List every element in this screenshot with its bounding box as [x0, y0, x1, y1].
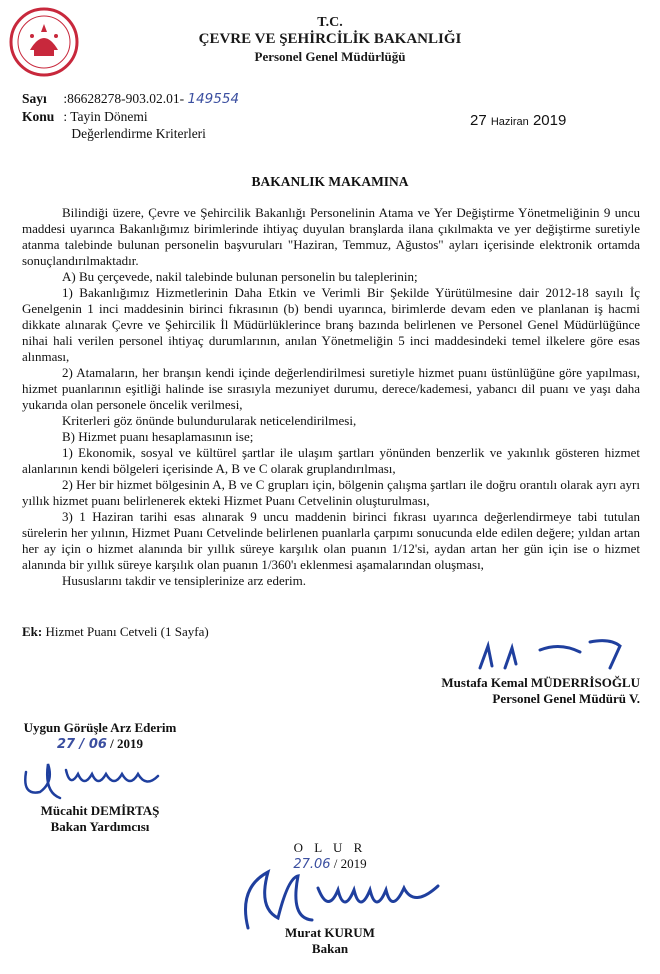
sayi-row — [22, 90, 239, 108]
body-paragraph: 3) 1 Haziran tarihi esas alınarak 9 uncu maddenin birinci fıkrası uyarınca değerlendirmeye tabi tutulan sürelerin her yılının, Hizmet Puanı Cetvelinde belirlenen puanlarla çarpımı sonucunda elde edilen değere; yıldan artan her ay için o hizmet alanında bir yıllık süreye karşılık olan puanın 1/12'si, aydan artan her gün için ise o hizmet alanında bir yıllık süreye karşılık olan puanın 1/360'ı eklenmesi aşamalarından oluşması, — [22, 509, 640, 572]
signatory-left-heading-block — [0, 720, 200, 753]
signature-demirtas — [18, 752, 188, 804]
signatory-left-name: Mücahit DEMİRTAŞ — [40, 803, 160, 818]
approval-date-year: / 2019 — [333, 856, 367, 871]
signatory-left-title: Bakan Yardımcısı — [50, 819, 150, 834]
konu-line2: Değerlendirme Kriterleri — [71, 126, 206, 141]
recommendation-date — [0, 736, 200, 753]
konu-row-2 — [22, 125, 239, 142]
body-paragraph: Kriterleri göz önünde bulundurularak neticelendirilmesi, — [62, 413, 357, 428]
konu-row — [22, 108, 239, 125]
sayi-handwritten-number: 149554 — [187, 91, 240, 107]
ministry-name: ÇEVRE VE ŞEHİRCİLİK BAKANLIĞI — [198, 31, 462, 47]
approval-date-hand: 27.06 — [293, 857, 331, 872]
body-paragraph: 2) Her bir hizmet bölgesinin A, B ve C grupları için, bölgenin çalışma şartları ile doğru orantılı olarak ayrı ayrı yıllık hizmet puanı belirlenerek ekteki Hizmet Puanı Cetvelinin oluşturulması, — [22, 477, 640, 508]
recommendation-heading: Uygun Görüşle Arz Ederim — [23, 720, 177, 735]
body-paragraph: 1) Bakanlığımız Hizmetlerinin Daha Etkin ve Verimli Bir Şekilde Yürütülmesine dair 2012-18 sayılı İç Genelgenin 1 inci maddesinin birinci fıkrasının (b) bendi uyarınca, birimlerde devam eden ve planlanan iş hacmi dikkate alınarak Çevre ve Şehircilik İl Müdürlüklerince branş bazında belirlenen ve Personel Genel Müdürlüğünce nihai hali verilen personel ihtiyaç durumlarının, anılan Yönetmeliğin 5 inci maddesindeki temel ilkelere göre esas alınması, — [22, 285, 640, 364]
approval-olur: O L U R — [293, 840, 367, 855]
document-meta — [22, 90, 239, 142]
body-paragraph: Bilindiği üzere, Çevre ve Şehircilik Bakanlığı Personelinin Atama ve Yer Değiştirme Yönetmeliğinin 9 uncu maddesi uyarınca Bakanlığımız birimlerinde ihtiyaç duyulan branşlarda ilana çıkılmakta ve yer değiştirme suretiyle atanma talebinde bulunan personelin başvuruları "Haziran, Temmuz, Ağustos" ayları içerisinde elektronik ortamda sonuçlandırılmaktadır. — [22, 205, 640, 268]
approval-name: Murat KURUM — [285, 925, 375, 940]
attachment-text: Hizmet Puanı Cetveli (1 Sayfa) — [42, 624, 209, 639]
recommendation-date-year: / 2019 — [110, 736, 144, 751]
konu-label: Konu — [22, 109, 55, 124]
konu-line1: : Tayin Dönemi — [63, 109, 148, 124]
date-month: Haziran — [490, 116, 529, 128]
addressee: BAKANLIK MAKAMINA — [251, 174, 409, 189]
body-paragraph: A) Bu çerçevede, nakil talebinde bulunan personelin bu taleplerinin; — [62, 269, 418, 284]
sayi-label: Sayı — [22, 91, 47, 106]
approval-signatory — [230, 925, 430, 957]
approval-title: Bakan — [311, 941, 349, 956]
attachment-line — [22, 624, 209, 640]
letter-body — [22, 205, 640, 589]
signatory-left — [0, 803, 200, 835]
date-stamp — [470, 112, 566, 129]
date-day: 27 — [470, 112, 487, 129]
sayi-value: :86628278-903.02.01- — [63, 91, 185, 106]
body-paragraph: 1) Ekonomik, sosyal ve kültürel şartlar ile ulaşım şartları yönünden benzerlik ve yakınlık gösteren hizmet alanlarının kendi bölgeleri içerisinde A, B ve C olarak gruplandırılması, — [22, 445, 640, 476]
signatory-right-name: Mustafa Kemal MÜDERRİSOĞLU — [441, 675, 640, 690]
country-abbrev: T.C. — [317, 15, 343, 30]
attachment-label: Ek: — [22, 624, 43, 639]
department-name: Personel Genel Müdürlüğü — [254, 49, 406, 64]
signature-muderrisoglu — [470, 628, 640, 678]
body-paragraph: B) Hizmet puanı hesaplamasının ise; — [62, 429, 254, 444]
recommendation-date-hand: 27 / 06 — [56, 737, 107, 752]
body-paragraph: Hususlarını takdir ve tensiplerinize arz ederim. — [62, 573, 307, 588]
letterhead — [0, 14, 660, 65]
date-year: 2019 — [532, 112, 567, 129]
body-paragraph: 2) Atamaların, her branşın kendi içinde değerlendirilmesi suretiyle hizmet puanı üstünlüğüne göre yapılması, hizmet puanlarının eşitliği halinde ise sırasıyla mezuniyet durumu, derece/kademesi, yabancı dil puanı ve yaşı daha yukarıda olan personele öncelik verilmesi, — [22, 365, 640, 412]
signatory-right-title: Personel Genel Müdürü V. — [492, 691, 640, 706]
signatory-right — [392, 675, 640, 707]
